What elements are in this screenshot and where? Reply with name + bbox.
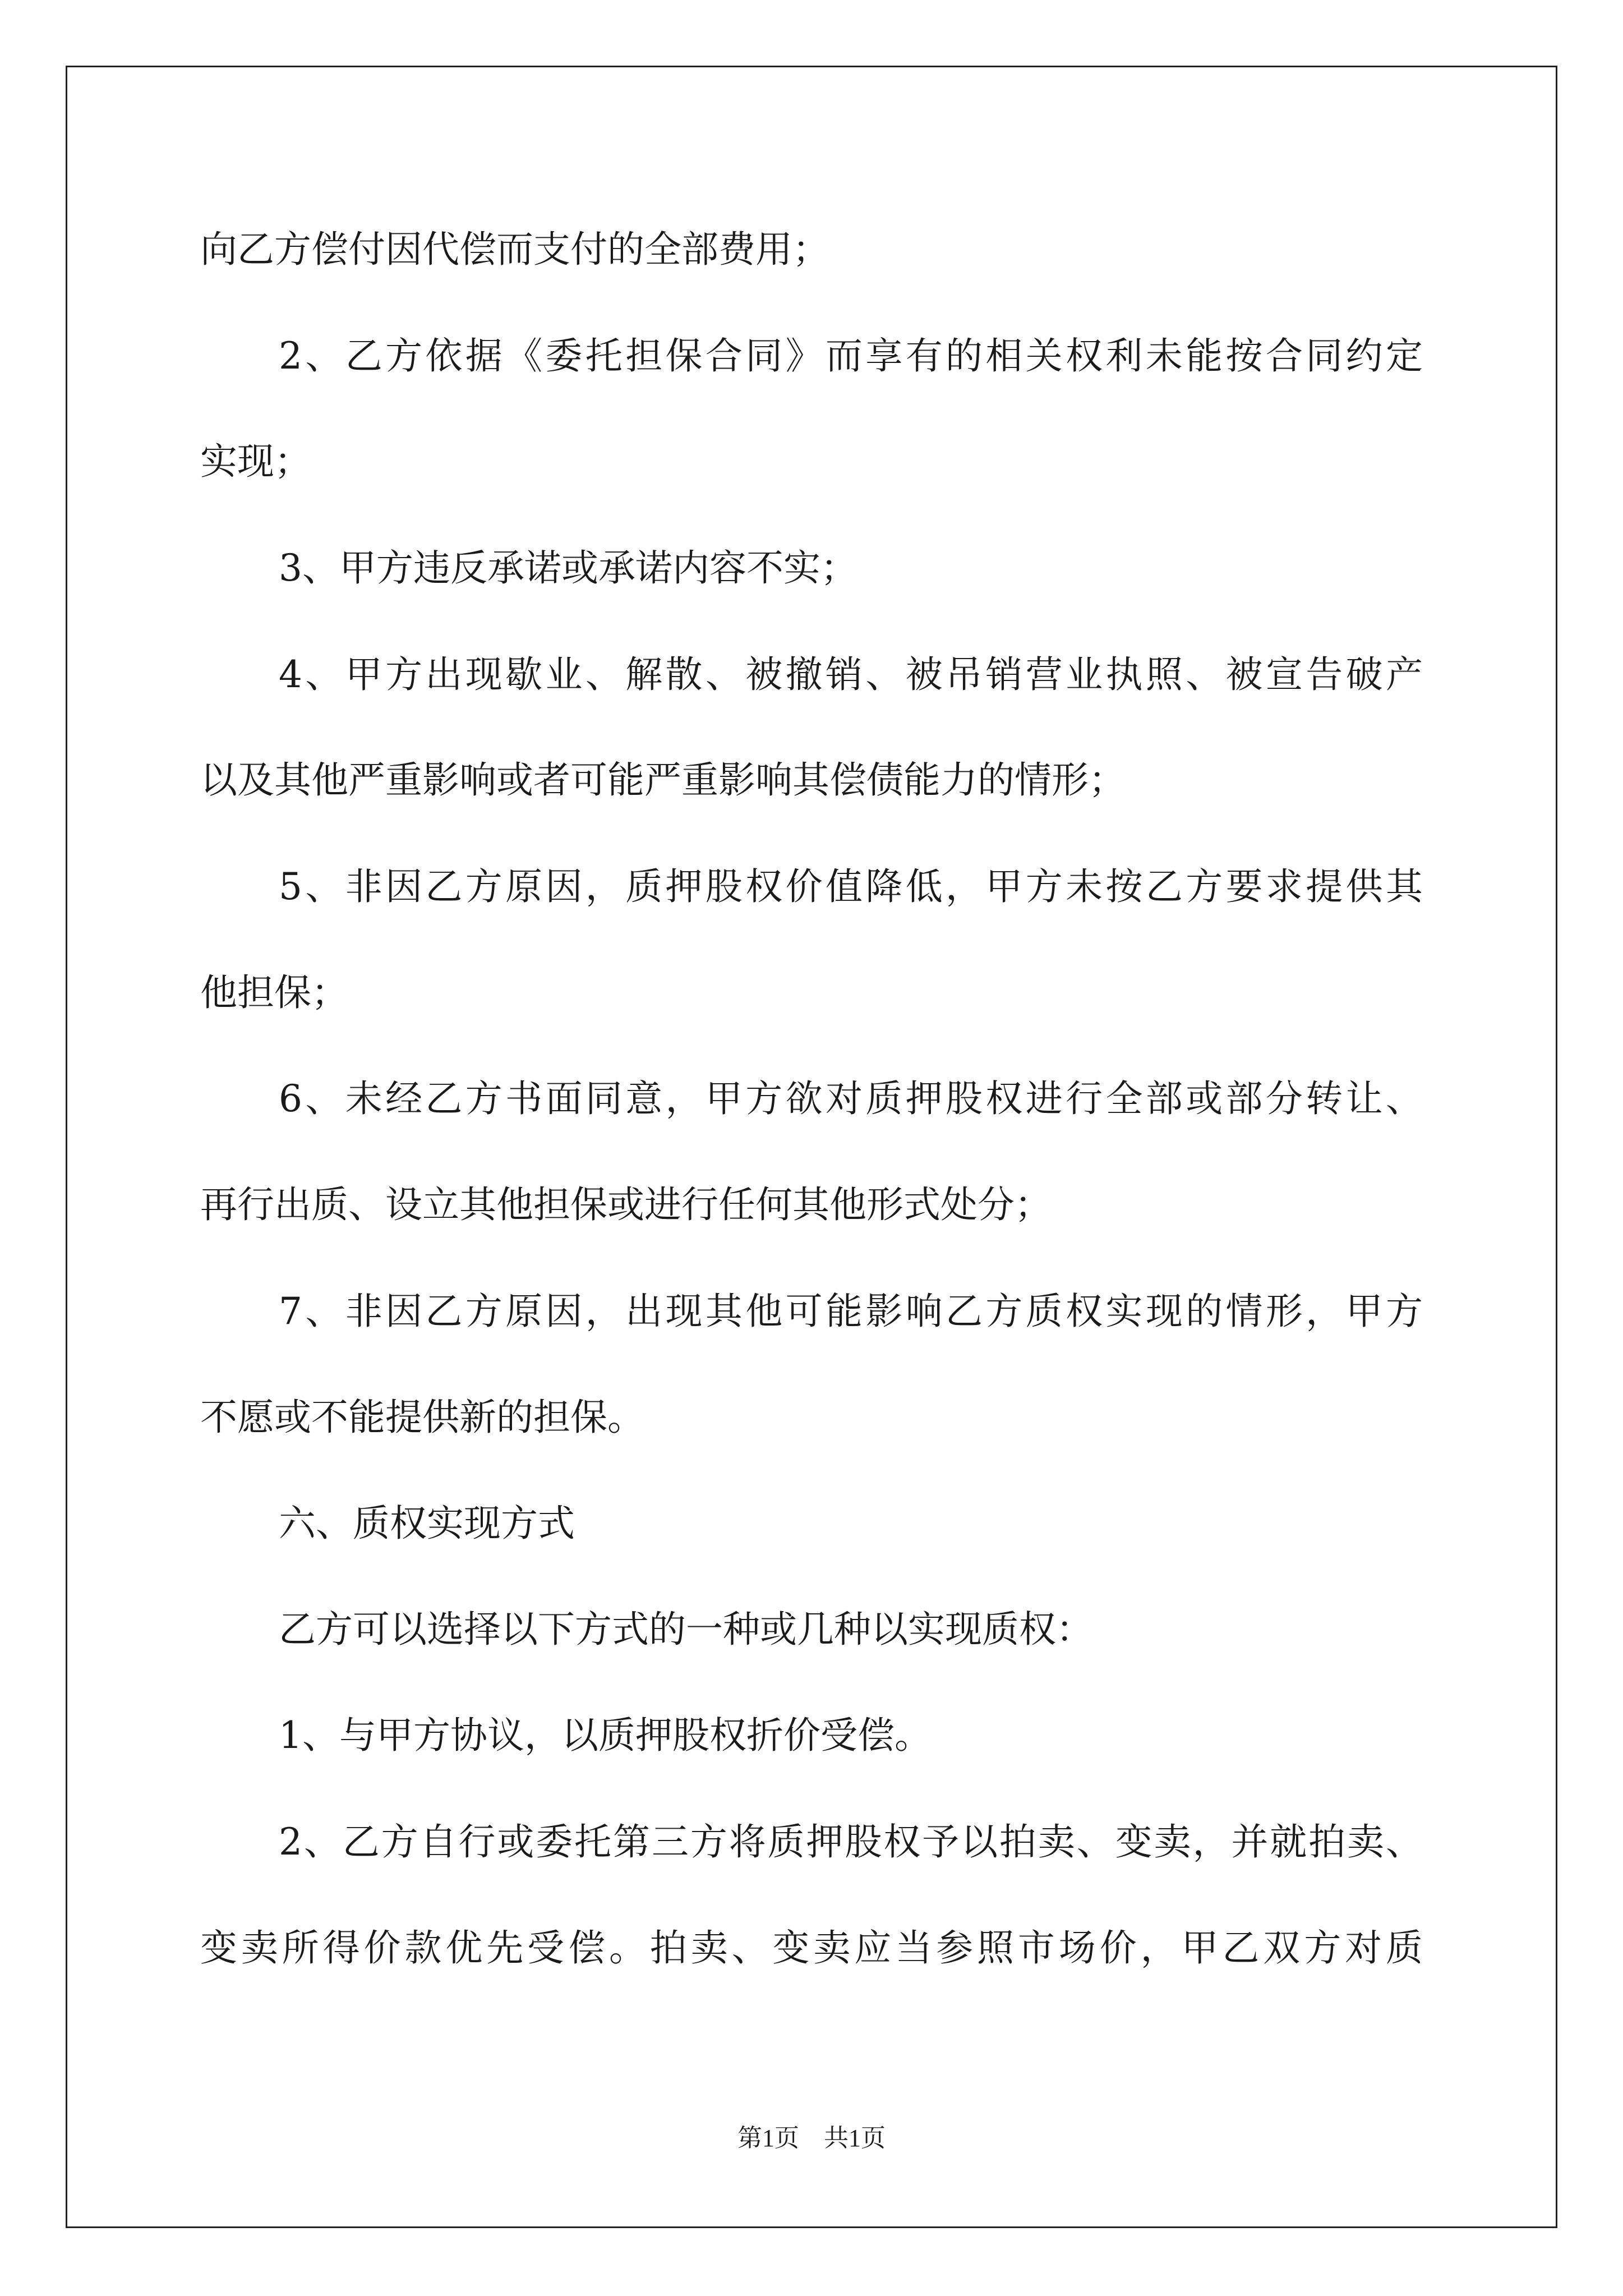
body-line: 变卖所得价款优先受偿。拍卖、变卖应当参照市场价，甲乙双方对质 — [200, 1926, 1423, 1970]
body-line: 实现； — [200, 440, 311, 483]
body-line: 3、甲方违反承诺或承诺内容不实； — [279, 546, 857, 590]
body-line: 以及其他严重影响或者可能严重影响其偿债能力的情形； — [200, 758, 1126, 802]
body-line: 2、乙方自行或委托第三方将质押股权予以拍卖、变卖，并就拍卖、 — [279, 1820, 1423, 1864]
body-line: 7、非因乙方原因，出现其他可能影响乙方质权实现的情形，甲方 — [279, 1290, 1423, 1333]
body-line: 不愿或不能提供新的担保。 — [200, 1396, 644, 1439]
section-heading: 六、质权实现方式 — [279, 1502, 575, 1545]
page-number: 第1页 共1页 — [737, 2124, 886, 2152]
body-line: 6、未经乙方书面同意，甲方欲对质押股权进行全部或部分转让、 — [279, 1077, 1423, 1120]
body-line: 再行出质、设立其他担保或进行任何其他形式处分； — [200, 1183, 1052, 1226]
body-line: 他担保； — [200, 971, 348, 1014]
page-border — [66, 66, 1557, 2228]
body-line: 2、乙方依据《委托担保合同》而享有的相关权利未能按合同约定 — [279, 334, 1423, 378]
body-line: 乙方可以选择以下方式的一种或几种以实现质权： — [279, 1608, 1093, 1651]
body-line: 向乙方偿付因代偿而支付的全部费用； — [200, 228, 829, 271]
body-line: 1、与甲方协议，以质押股权折价受偿。 — [279, 1714, 932, 1757]
body-line: 5、非因乙方原因，质押股权价值降低，甲方未按乙方要求提供其 — [279, 865, 1423, 908]
body-line: 4、甲方出现歇业、解散、被撤销、被吊销营业执照、被宣告破产 — [279, 653, 1423, 696]
